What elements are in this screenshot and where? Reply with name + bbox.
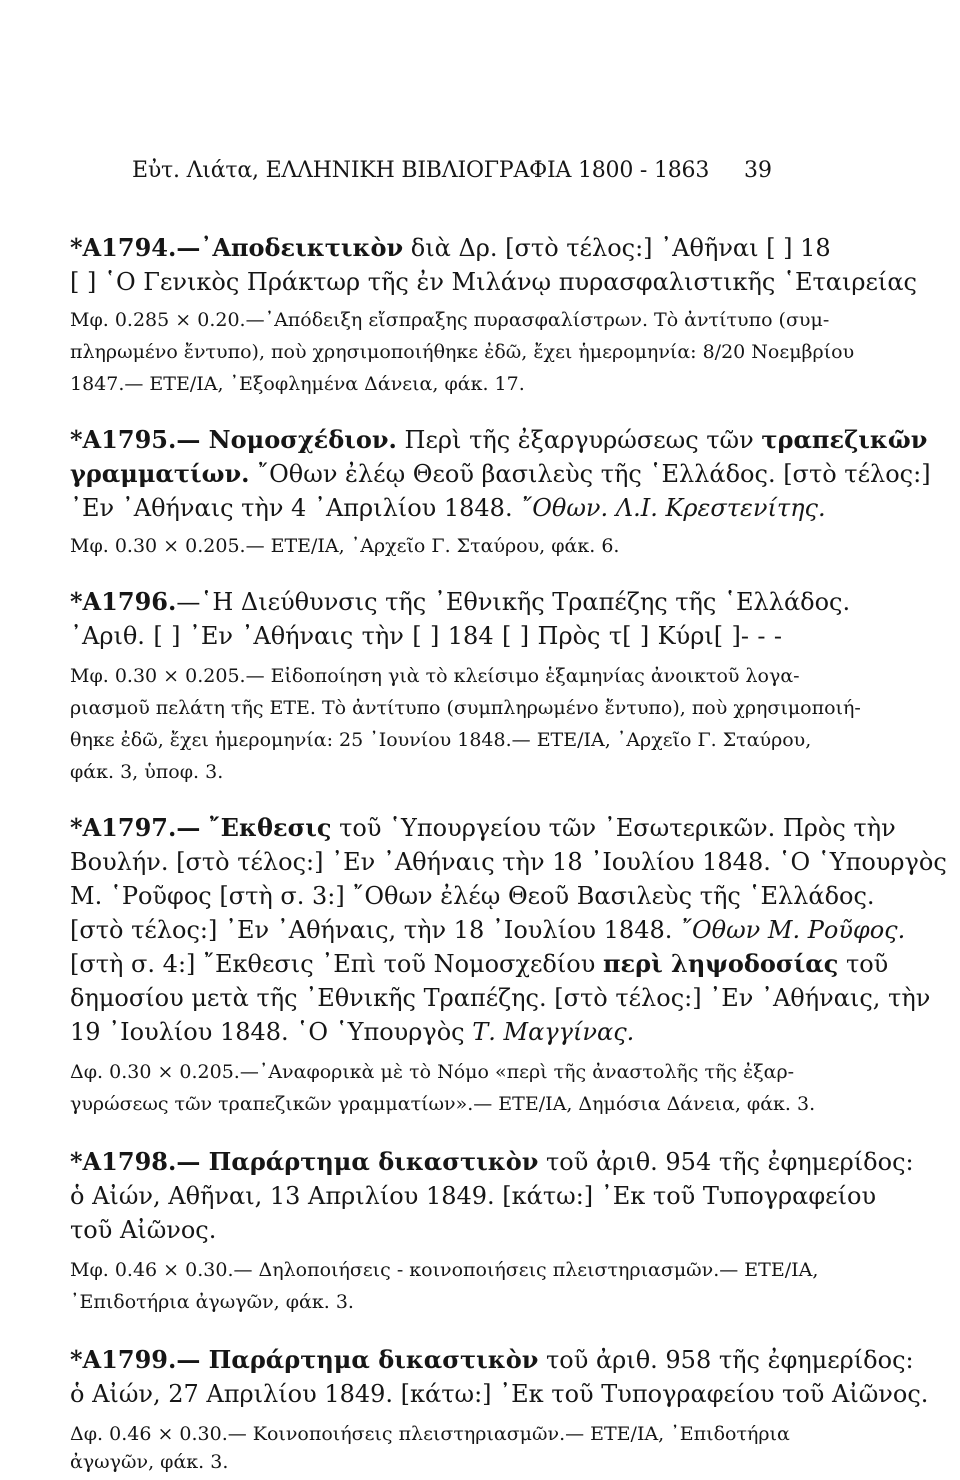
entry-line: ὁ Αἰών, 27 Απριλίου 1849. [κάτω:] ᾿Εκ τοῦ Τυπογραφείου τοῦ Αἰῶνος. bbox=[70, 1380, 929, 1408]
entry-line: ᾿Αριθ. [ ] ᾿Εν ᾿Αθήναις τὴν [ ] 184 [ ] Πρὸς τ[ ] Κύρι[ ]- - - bbox=[70, 622, 782, 650]
entry-note: πληρωμένο ἔντυπο), ποὺ χρησιμοποιήθηκε ἐδῶ, ἔχει ἡμερομηνία: 8/20 Νοεμβρίου bbox=[70, 341, 855, 363]
entry-line: ᾿Εν ᾿Αθήναις τὴν 4 ᾿Απριλίου 1848. ῎Οθων. Λ.Ι. Κρεστενίτης. bbox=[70, 494, 826, 522]
entry-note: ἀγωγῶν, φάκ. 3. bbox=[70, 1451, 229, 1473]
entry-id: *Α1794. bbox=[70, 233, 177, 262]
entry-note: Μφ. 0.30 × 0.205.— ΕΤΕ/ΙΑ, ᾿Αρχεῖο Γ. Σταύρου, φάκ. 6. bbox=[70, 535, 620, 557]
entry-note: θηκε ἐδῶ, ἔχει ἡμερομηνία: 25 ᾿Ιουνίου 1848.— ΕΤΕ/ΙΑ, ᾿Αρχεῖο Γ. Σταύρου, bbox=[70, 729, 812, 751]
entry-line: δημοσίου μετὰ τῆς ᾿Εθνικῆς Τραπέζης. [στὸ τέλος:] ᾿Εν ᾿Αθήναις, τὴν bbox=[70, 984, 931, 1012]
entry-note: φάκ. 3, ὑποφ. 3. bbox=[70, 761, 224, 783]
entry-note: Μφ. 0.285 × 0.20.—᾿Απόδειξη εἴσπραξης πυρασφαλίστρων. Τὸ ἀντίτυπο (συμ- bbox=[70, 309, 830, 331]
entry-line: γραμματίων. ῎Οθων ἐλέῳ Θεοῦ βασιλεὺς τῆς ῾Ελλάδος. [στὸ τέλος:] bbox=[70, 459, 931, 488]
entry-line: *Α1796.—῾Η Διεύθυνσις τῆς ᾿Εθνικῆς Τραπέζης τῆς ῾Ελλάδος. bbox=[70, 587, 851, 616]
entry-id: *Α1798. bbox=[70, 1147, 177, 1176]
entry-note: Δφ. 0.30 × 0.205.—᾿Αναφορικὰ μὲ τὸ Νόμο «περὶ τῆς ἀναστολῆς τῆς ἐξαρ- bbox=[70, 1061, 795, 1083]
entry-line: *Α1795.— Νομοσχέδιον. Περὶ τῆς ἐξαργυρώσεως τῶν τραπεζικῶν bbox=[70, 425, 928, 454]
entry-id: *Α1799. bbox=[70, 1345, 177, 1374]
entry-line: Μ. ῾Ροῦφος [στὴ σ. 3:] ῎Οθων ἐλέῳ Θεοῦ Βασιλεὺς τῆς ῾Ελλάδος. bbox=[70, 882, 875, 910]
entry-line: [στὴ σ. 4:] ῎Εκθεσις ᾿Επὶ τοῦ Νομοσχεδίου περὶ ληψοδοσίας τοῦ bbox=[70, 949, 889, 978]
entry-note: Μφ. 0.46 × 0.30.— Δηλοποιήσεις - κοινοποιήσεις πλειστηριασμῶν.— ΕΤΕ/ΙΑ, bbox=[70, 1259, 819, 1281]
entry-note: γυρώσεως τῶν τραπεζικῶν γραμματίων».— ΕΤΕ/ΙΑ, Δημόσια Δάνεια, φάκ. 3. bbox=[70, 1093, 816, 1115]
entry-line: *Α1799.— Παράρτημα δικαστικὸν τοῦ ἀριθ. 958 τῆς ἐφημερίδος: bbox=[70, 1345, 914, 1374]
entry-title: — Νομοσχέδιον. bbox=[176, 425, 397, 454]
entry-note: ᾿Επιδοτήρια ἀγωγῶν, φάκ. 3. bbox=[70, 1291, 354, 1313]
entry-title: — ῎Εκθεσις bbox=[176, 813, 332, 842]
entry-line: [ ] ῾Ο Γενικὸς Πράκτωρ τῆς ἐν Μιλάνῳ πυρασφαλιστικῆς ῾Εταιρείας bbox=[70, 268, 917, 296]
entry-title: — Παράρτημα δικαστικὸν bbox=[176, 1345, 539, 1374]
entry-note: 1847.— ΕΤΕ/ΙΑ, ᾿Εξοφλημένα Δάνεια, φάκ. 17. bbox=[70, 373, 525, 395]
running-title: Εὐτ. Λιάτα, ΕΛΛΗΝΙΚΗ ΒΙΒΛΙΟΓΡΑΦΙΑ 1800 - 1863 bbox=[132, 158, 710, 183]
entry-id: *Α1795. bbox=[70, 425, 177, 454]
entry-line: ὁ Αἰών, Αθῆναι, 13 Απριλίου 1849. [κάτω:] ᾿Εκ τοῦ Τυπογραφείου bbox=[70, 1182, 877, 1210]
entry-line: *Α1798.— Παράρτημα δικαστικὸν τοῦ ἀριθ. 954 τῆς ἐφημερίδος: bbox=[70, 1147, 914, 1176]
entry-title: —᾿Αποδεικτικὸν bbox=[176, 233, 404, 262]
entry-id: *Α1796. bbox=[70, 587, 177, 616]
entry-note: ριασμοῦ πελάτη τῆς ΕΤΕ. Τὸ ἀντίτυπο (συμπληρωμένο ἔντυπο), ποὺ χρησιμοποιή- bbox=[70, 697, 861, 719]
entry-line: *Α1794.—᾿Αποδεικτικὸν διὰ Δρ. [στὸ τέλος:] ᾿Αθῆναι [ ] 18 bbox=[70, 233, 831, 262]
entry-line: τοῦ Αἰῶνος. bbox=[70, 1216, 217, 1244]
entry-line: 19 ᾿Ιουλίου 1848. ῾Ο ῾Υπουργὸς Τ. Μαγγίνας. bbox=[70, 1018, 635, 1046]
page-number: 39 bbox=[744, 158, 772, 183]
page-header bbox=[132, 158, 772, 183]
entry-line: [στὸ τέλος:] ᾿Εν ᾿Αθήναις, τὴν 18 ᾿Ιουλίου 1848. ῎Οθων Μ. Ροῦφος. bbox=[70, 916, 906, 944]
entry-line: *Α1797.— ῎Εκθεσις τοῦ ῾Υπουργείου τῶν ᾿Εσωτερικῶν. Πρὸς τὴν bbox=[70, 813, 896, 842]
entry-title: — Παράρτημα δικαστικὸν bbox=[176, 1147, 539, 1176]
entry-id: *Α1797. bbox=[70, 813, 177, 842]
entry-line: Βουλήν. [στὸ τέλος:] ᾿Εν ᾿Αθήναις τὴν 18 ᾿Ιουλίου 1848. ῾Ο ῾Υπουργὸς bbox=[70, 848, 947, 876]
entry-note: Δφ. 0.46 × 0.30.— Κοινοποιήσεις πλειστηριασμῶν.— ΕΤΕ/ΙΑ, ᾿Επιδοτήρια bbox=[70, 1423, 790, 1445]
entry-note: Μφ. 0.30 × 0.205.— Εἰδοποίηση γιὰ τὸ κλείσιμο ἑξαμηνίας ἀνοικτοῦ λογα- bbox=[70, 665, 800, 687]
